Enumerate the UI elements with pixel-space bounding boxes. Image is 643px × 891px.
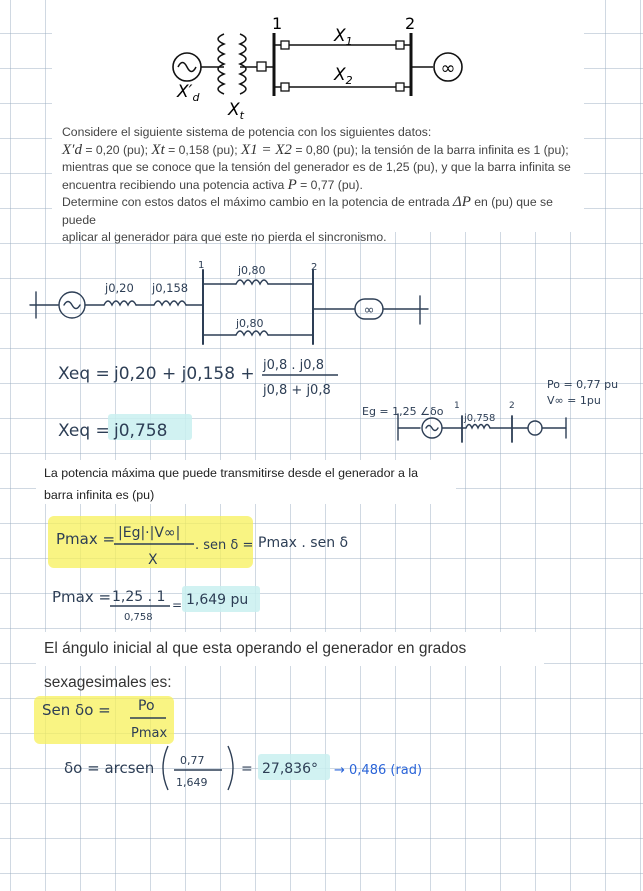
p-symbol: P <box>287 176 297 193</box>
hw-eq-bus1: 1 <box>454 401 460 411</box>
infinite-bus-label: ∞ <box>440 58 456 79</box>
hw-pmax-num: |Eg|·|V∞| <box>118 525 181 541</box>
hw-sen-den: Pmax <box>131 726 168 741</box>
hw-delta-eq: = <box>241 761 253 777</box>
hw-delta-rad: → 0,486 (rad) <box>334 763 423 778</box>
problem-text <box>62 124 577 247</box>
hw-xeq-result: j0,758 <box>114 421 168 441</box>
hw-z-tr: j0,158 <box>152 281 189 295</box>
bus-2-label: 2 <box>405 14 416 33</box>
xd-value: = 0,20 (pu); <box>81 142 152 157</box>
x2-label: $X_2$ <box>334 65 353 87</box>
question-max-power <box>36 460 456 504</box>
handwritten-solution-2 <box>0 504 643 632</box>
hw-frac-num: j0,8 . j0,8 <box>263 358 324 373</box>
question-max-power-text: La potencia máxima que puede transmitirse desde el generador a la barra infinita es (pu) <box>44 466 419 502</box>
hw-pmax-den: X <box>148 552 158 568</box>
hw-delta-den: 1,649 <box>176 776 208 789</box>
xd-symbol: X′d <box>62 141 82 158</box>
bus-1-label: 1 <box>272 14 283 33</box>
xt-label: $X_t$ <box>228 100 244 122</box>
question-initial-angle-text: El ángulo inicial al que esta operando el generador en grados sexagesimales es: <box>44 640 467 691</box>
hw-pmax2-label: Pmax = <box>52 588 112 606</box>
hw-pmax2-den: 0,758 <box>124 612 153 623</box>
xt-symbol: Xt <box>151 141 165 158</box>
statement-line-4: Determine con estos datos el máximo cambio en la potencia de entrada ΔP en (pu) que se puede <box>62 194 553 227</box>
hw-pmax2-num: 1,25 . 1 <box>112 589 166 605</box>
hw-pmax-sen: . sen δ = <box>195 538 254 553</box>
delta-p-symbol: ΔP <box>452 194 471 210</box>
hw-pmax-label: Pmax = <box>56 530 116 548</box>
statement-line-2: mientras que se conoce que la tensión del generador es de 1,25 (pu), y que la barra infinita se <box>62 160 571 174</box>
hw-xeq-label: Xeq = <box>58 364 110 384</box>
hw-sen-label: Sen δo = <box>42 701 111 719</box>
system-diagram <box>52 0 584 124</box>
hw-delta-result: 27,836° <box>262 761 318 777</box>
hw-eg-label: Eg = 1,25 ∠δo <box>362 405 444 418</box>
handwritten-solution-3 <box>0 666 643 891</box>
hw-delta-label: δo = arcsen <box>64 759 155 777</box>
hw-vinf: V∞ = 1pu <box>547 394 601 407</box>
hw-z-gen: j0,20 <box>105 281 134 295</box>
hw-bus1: 1 <box>198 260 205 271</box>
hw-sen-num: Po <box>138 698 155 714</box>
x12-symbol: X1 = X2 <box>240 141 292 158</box>
xd-label: $X'_d$ <box>177 82 200 104</box>
hw-bus2: 2 <box>311 262 318 273</box>
hw-infinite-label: ∞ <box>363 303 375 318</box>
hw-xeq-label-2: Xeq = <box>58 421 110 441</box>
statement-line-5: aplicar al generador para que este no pierda el sincronismo. <box>62 230 387 244</box>
handwritten-solution-1 <box>0 232 643 460</box>
hw-frac-den: j0,8 + j0,8 <box>263 383 331 398</box>
statement-intro: Considere el siguiente sistema de potencia con los siguientes datos: <box>62 125 432 139</box>
hw-z-line2: j0,80 <box>236 317 264 330</box>
transformer-symbol <box>218 34 224 94</box>
hw-pmax-rhs: Pmax . sen δ <box>258 535 349 551</box>
x1-label: $X_1$ <box>334 26 353 48</box>
question-initial-angle <box>36 632 544 691</box>
hw-z-line1: j0,80 <box>238 264 266 277</box>
statement-data-line <box>62 142 577 160</box>
hw-pmax2-result: 1,649 pu <box>186 592 249 608</box>
hw-po: Po = 0,77 pu <box>547 378 619 391</box>
hw-xeq-expr: j0,20 + j0,158 + <box>114 364 255 384</box>
xt-value: = 0,158 (pu); <box>164 142 241 157</box>
hw-eq-z: j0,758 <box>464 413 496 424</box>
hw-eq-bus2: 2 <box>509 401 515 411</box>
x12-value: = 0,80 (pu); la tensión de la barra infinita es 1 (pu); <box>291 142 569 157</box>
hw-pmax2-eq: = <box>172 598 183 612</box>
statement-line-3: encuentra recibiendo una potencia activa P = 0,77 (pu). <box>62 176 363 193</box>
hw-delta-num: 0,77 <box>180 754 205 767</box>
